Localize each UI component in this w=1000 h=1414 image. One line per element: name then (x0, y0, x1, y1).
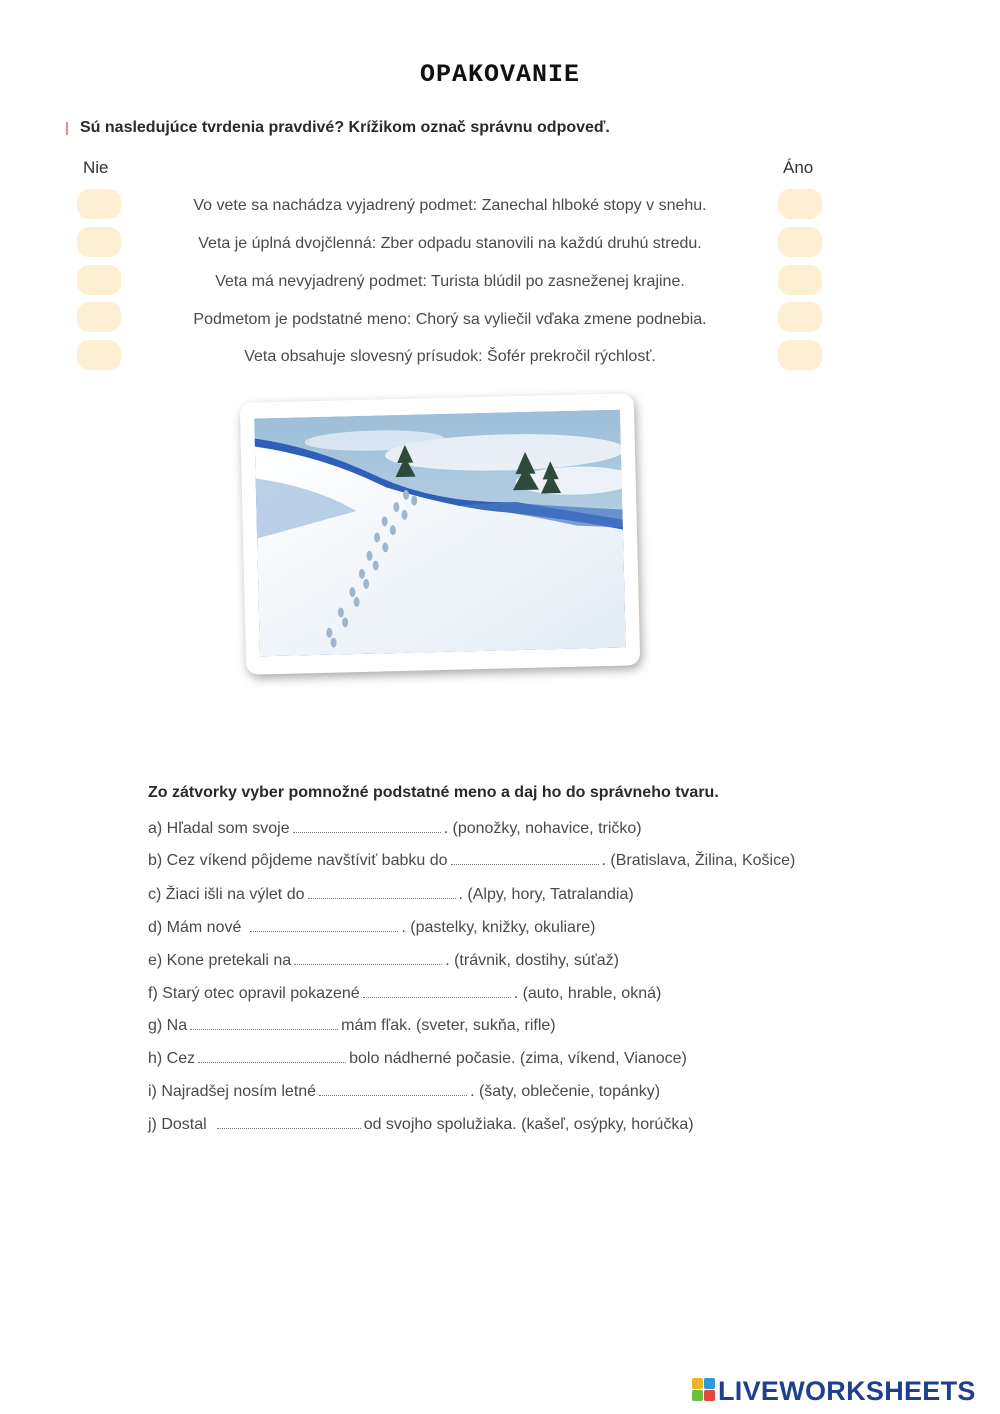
exercise-text-after: . (Alpy, hory, Tatralandia) (458, 886, 634, 903)
brand-name: LIVEWORKSHEETS (718, 1376, 976, 1406)
answer-box-yes-4[interactable] (778, 302, 822, 332)
snow-footprints-photo (240, 393, 641, 675)
statement-2: Veta je úplná dvojčlenná: Zber odpadu stanovili na každú druhú stredu. (198, 235, 702, 252)
statement-1: Vo vete sa nachádza vyjadrený podmet: Zanechal hlboké stopy v snehu. (193, 197, 707, 214)
answer-blank-e[interactable] (294, 963, 442, 965)
column-header-no: Nie (83, 158, 109, 177)
exercise-text-before: f) Starý otec opravil pokazené (148, 985, 360, 1002)
answer-box-yes-3[interactable] (778, 265, 822, 295)
exercise-text-before: d) Mám nové (148, 919, 242, 936)
exercise-text-after: . (Bratislava, Žilina, Košice) (601, 852, 796, 869)
answer-box-no-2[interactable] (77, 227, 121, 257)
exercise-item-b (148, 852, 795, 870)
brand-square-1 (692, 1378, 703, 1389)
column-header-yes: Áno (783, 158, 814, 177)
exercise-text-before: e) Kone pretekali na (148, 952, 292, 969)
exercise-text-after: . (auto, hrable, okná) (513, 985, 662, 1002)
exercise-item-d (148, 919, 596, 937)
exercise-text-after: . (pastelky, knižky, okuliare) (401, 919, 596, 936)
answer-blank-c[interactable] (308, 897, 456, 899)
snow-landscape-illustration (254, 410, 626, 657)
answer-blank-d[interactable] (250, 930, 398, 932)
brand-square-3 (692, 1390, 703, 1401)
exercise-item-j (148, 1116, 694, 1134)
exercise-text-before: c) Žiaci išli na výlet do (148, 886, 305, 903)
exercise-item-h (148, 1050, 687, 1068)
answer-blank-f[interactable] (363, 996, 511, 998)
answer-box-no-1[interactable] (77, 189, 121, 219)
exercise-text-before: g) Na (148, 1017, 188, 1034)
liveworksheets-logo (692, 1376, 992, 1404)
statement-4: Podmetom je podstatné meno: Chorý sa vyliečil vďaka zmene podnebia. (193, 311, 707, 328)
answer-blank-i[interactable] (319, 1094, 467, 1096)
statement-5: Veta obsahuje slovesný prísudok: Šofér prekročil rýchlosť. (244, 348, 656, 365)
answer-box-yes-2[interactable] (778, 227, 822, 257)
brand-square-2 (704, 1378, 715, 1389)
exercise-text-after: od svojho spolužiaka. (kašeľ, osýpky, horúčka) (363, 1116, 694, 1133)
statement-3: Veta má nevyjadrený podmet: Turista blúdil po zasneženej krajine. (215, 273, 685, 290)
exercise-text-after: mám fľak. (sveter, sukňa, rifle) (341, 1017, 556, 1034)
exercise-text-after: . (šaty, oblečenie, topánky) (470, 1083, 661, 1100)
answer-blank-b[interactable] (451, 863, 599, 865)
exercise-text-before: b) Cez víkend pôjdeme navštíviť babku do (148, 852, 448, 869)
answer-box-no-3[interactable] (77, 265, 121, 295)
exercise-text-before: j) Dostal (148, 1116, 207, 1133)
exercise-item-g (148, 1017, 556, 1035)
answer-blank-a[interactable] (293, 831, 441, 833)
exercise-item-e (148, 952, 619, 970)
exercise-item-i (148, 1083, 660, 1101)
liveworksheets-icon (692, 1378, 716, 1402)
question2-instruction: Zo zátvorky vyber pomnožné podstatné meno a daj ho do správneho tvaru. (148, 784, 719, 801)
answer-box-yes-5[interactable] (778, 340, 822, 370)
exercise-text-before: a) Hľadal som svoje (148, 820, 290, 837)
page-title: OPAKOVANIE (419, 60, 581, 89)
answer-blank-j[interactable] (217, 1127, 361, 1129)
exercise-item-a (148, 820, 642, 838)
exercise-item-f (148, 985, 661, 1003)
exercise-text-after: bolo nádherné počasie. (zima, víkend, Vianoce) (349, 1050, 687, 1067)
answer-blank-h[interactable] (198, 1061, 346, 1063)
exercise-item-c (148, 886, 634, 904)
exercise-text-before: i) Najradšej nosím letné (148, 1083, 317, 1100)
question1-instruction: Sú nasledujúce tvrdenia pravdivé? Krížikom označ správnu odpoveď. (80, 119, 610, 136)
answer-box-no-5[interactable] (77, 340, 121, 370)
exercise-text-after: . (ponožky, nohavice, tričko) (443, 820, 642, 837)
answer-box-yes-1[interactable] (778, 189, 822, 219)
exercise-text-after: . (trávnik, dostihy, súťaž) (445, 952, 619, 969)
brand-square-4 (704, 1390, 715, 1401)
exercise-text-before: h) Cez (148, 1050, 196, 1067)
answer-box-no-4[interactable] (77, 302, 121, 332)
answer-blank-g[interactable] (190, 1028, 338, 1030)
question-marker (66, 122, 68, 135)
